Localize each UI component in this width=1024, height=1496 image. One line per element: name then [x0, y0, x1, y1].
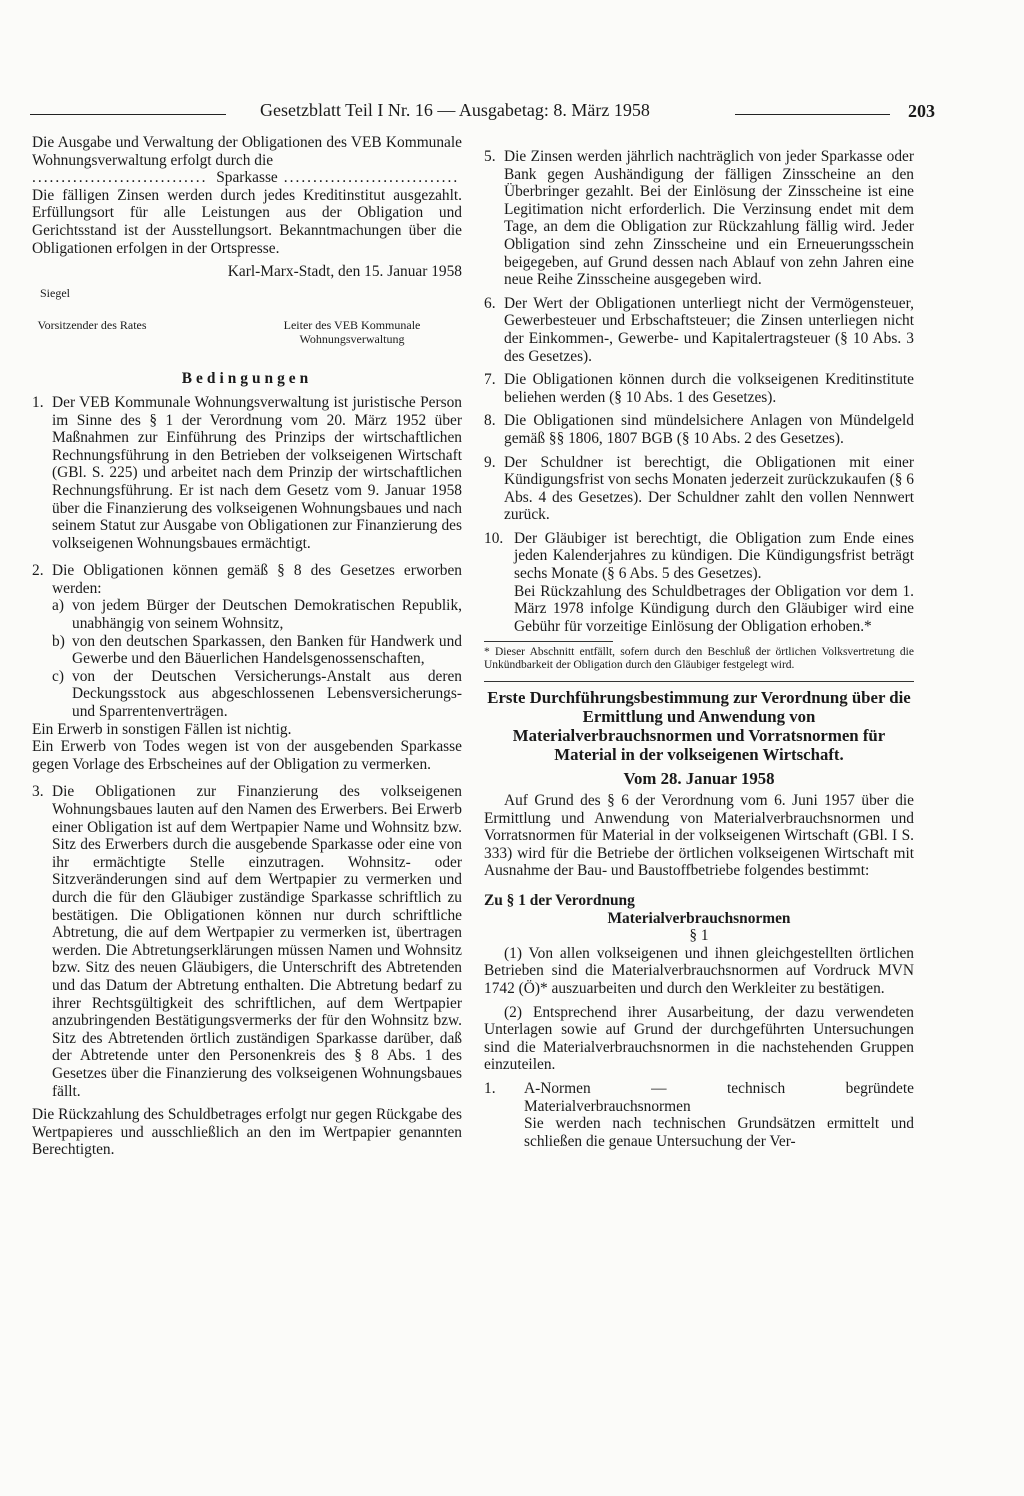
intro-paragraph: Die Ausgabe und Verwaltung der Obligationen des VEB Kommunale Wohnungsverwaltung erfolgt durch die	[32, 134, 462, 169]
list-item	[32, 783, 462, 1100]
page-number: 203	[908, 101, 935, 121]
list-item	[484, 412, 914, 447]
running-title: Gesetzblatt Teil I Nr. 16 — Ausgabetag: 8. März 1958	[260, 100, 650, 120]
item-text: Der Gläubiger ist berechtigt, die Obligation zum Ende eines jeden Kalenderjahres zu kündigen. Die Kündigungsfrist beträgt sechs Monate (§ 6 Abs. 5 des Gesetzes).	[514, 529, 914, 583]
list-item	[484, 454, 914, 524]
item-number: 2.	[32, 562, 44, 580]
item-number: 8.	[484, 412, 496, 430]
ordinance-date: Vom 28. Januar 1958	[623, 769, 775, 789]
sub-item	[52, 597, 462, 632]
header-rule-right	[735, 114, 890, 115]
item-number: 7.	[484, 371, 496, 389]
header-rule-left	[30, 114, 226, 115]
item-number: 3.	[32, 783, 44, 801]
item-text: Die Obligationen können gemäß § 8 des Gesetzes erworben werden:	[52, 562, 462, 597]
preamble: Auf Grund des § 6 der Verordnung vom 6. Juni 1957 über die Ermittlung und Anwendung von Materialverbrauchsnormen und Vorratsnormen für Material in der volkseigenen Wirtschaft (GBl. I S. 333) wird für die Betriebe der örtlichen volkseigenen Wirtschaft mit Ausnahme der Bau- und Baustoffbetriebe folgendes bestimmt:	[484, 792, 914, 880]
section-divider	[484, 681, 914, 682]
paragraph: Die Rückzahlung des Schuldbetrages erfolgt nur gegen Rückgabe des Wertpapieres und ausschließlich an den im Wertpapier genannten Berechtigten.	[32, 1106, 462, 1159]
footnote: * Dieser Abschnitt entfällt, sofern durch den Beschluß der örtlichen Volksvertretung die Unkündbarkeit der Obligation durch den Gläubiger festgelegt wird.	[484, 646, 914, 671]
right-column	[484, 148, 914, 1150]
running-header	[30, 100, 935, 130]
sub-item-text: von den deutschen Sparkassen, den Banken für Handwerk und Gewerbe und den Bäuerlichen Handelsgenossenschaften,	[72, 632, 462, 668]
item-number: 1.	[484, 1079, 496, 1097]
item-number: 6.	[484, 294, 496, 312]
dot-leader: ..............................	[283, 169, 460, 187]
list-item	[484, 1080, 914, 1115]
section-heading-bedingungen: Bedingungen	[181, 370, 313, 388]
item-text: A-Normen — technisch begründete Materialverbrauchsnormen	[524, 1079, 914, 1115]
item-text: Der Wert der Obligationen unterliegt nicht der Vermögensteuer, Gewerbesteuer und Erbschaftsteuer; die Zinsen unterliegen nicht der Einkommen-, Gewerbe- und Kapitalertragsteuer (§ 10 Abs. 3 des Gesetzes).	[504, 294, 914, 365]
item-text: Der Schuldner ist berechtigt, die Obligationen mit einer Kündigungsfrist von sechs Monaten jederzeit zurückzukaufen (§ 6 Abs. 4 des Gesetzes). Der Schuldner zahlt den vollen Nennwert zurück.	[504, 453, 914, 524]
sparkasse-line	[32, 169, 462, 187]
list-item	[484, 148, 914, 289]
paragraph: (2) Entsprechend ihrer Ausarbeitung, der dazu verwendeten Unterlagen sowie auf Grund der durchgeführten Untersuchungen sind die Materialverbrauchsnormen in die nachstehenden Gruppen einzuteilen.	[484, 1003, 914, 1074]
footnote-rule	[484, 641, 613, 642]
list-item	[484, 295, 914, 365]
signature-row	[32, 318, 462, 346]
paragraph: Ein Erwerb in sonstigen Fällen ist nichtig.	[32, 720, 292, 738]
sub-item-letter: c)	[52, 667, 64, 685]
sub-item-text: von jedem Bürger der Deutschen Demokratischen Republik, unabhängig von seinem Wohnsitz,	[72, 597, 462, 633]
item-text: Die Obligationen können durch die volkseigenen Kreditinstitute beliehen werden (§ 10 Abs. 1 des Gesetzes).	[504, 371, 914, 406]
sub-item	[52, 668, 462, 721]
dot-leader: ..............................	[32, 169, 208, 187]
item-number: 1.	[32, 393, 44, 411]
zinsen-paragraph: Die fälligen Zinsen werden durch jedes Kreditinstitut ausgezahlt. Erfüllungsort für alle Leistungen aus der Obligation und Gerichtsstand ist der Ausstellungsort. Bekanntmachungen über die Obligationen erfolgen in der Ortspresse.	[32, 186, 462, 257]
paragraph-sign: § 1	[689, 927, 709, 945]
item-text: Der VEB Kommunale Wohnungsverwaltung ist juristische Person im Sinne des § 1 der Verordnung vom 20. März 1952 über Maßnahmen zur Einführung des Prinzips der wirtschaftlichen Rechnungsführung in den Betrieben der volkseigenen Wirtschaft (GBl. S. 225) und arbeitet nach dem Prinzip der wirtschaftlichen Rechnungsführung. Er ist nach dem Gesetz vom 9. Januar 1958 über die Finanzierung des volkseigenen Wohnungsbaues und nach seinem Statut zur Ausgabe von Obligationen zur Finanzierung des volkseigenen Wohnungsbaues ermächtigt.	[52, 393, 462, 552]
sub-item-letter: b)	[52, 632, 65, 650]
list-item	[32, 394, 462, 552]
ordinance-title: Erste Durchführungsbestimmung zur Verordnung über die Ermittlung und Anwendung von Materialverbrauchsnormen und Vorratsnormen für Material in der volkseigenen Wirtschaft.	[487, 688, 911, 765]
signature-director: Leiter des VEB Kommunale Wohnungsverwaltung	[283, 318, 421, 347]
sparkasse-label: Sparkasse	[216, 169, 278, 187]
list-item	[484, 371, 914, 406]
item-text: Die Obligationen sind mündelsichere Anlagen von Mündelgeld gemäß §§ 1806, 1807 BGB (§ 10 Abs. 2 des Gesetzes).	[504, 412, 914, 447]
sub-item	[52, 633, 462, 668]
item-text: Die Obligationen zur Finanzierung des volkseigenen Wohnungsbaues lauten auf den Namen des Erwerbers. Bei Erwerb einer Obligation ist auf dem Wertpapier Name und Wohnsitz bzw. Sitz des Erwerbers durch die ausgebende Sparkasse oder eine von ihr ermächtigte Stelle einzutragen. Wohnsitz- oder Sitzveränderungen sind auf dem Wertpapier zu vermerken und durch die für den Gläubiger zuständige Sparkasse schriftlich zu bestätigen. Die Obligationen können nur durch schriftliche Abtretung, die auf dem Wertpapier zu vermerken ist, übertragen werden. Die Abtretungserklärungen müssen Namen und Wohnsitz bzw. Sitz des neuen Gläubigers, die Unterschrift des Abtretenden und das Datum der Abtretung enthalten. Die Abtretung bedarf zu ihrer Rechtsgültigkeit des schriftlichen, auf dem Wertpapier anzubringenden Bestätigungsvermerks der für den Wohnsitz bzw. Sitz des Abtretenden örtlich zuständigen Sparkasse darüber, daß der Abtretende unter den Personenkreis des § 8 Abs. 1 des Gesetzes über die Finanzierung des volkseigenen Wohnungsbaues fällt.	[52, 783, 462, 1100]
seal-label: Siegel	[40, 285, 70, 300]
item-number: 5.	[484, 148, 496, 165]
list-item	[32, 562, 462, 597]
item-number: 10.	[484, 529, 504, 547]
item-number: 9.	[484, 453, 496, 471]
paragraph: Ein Erwerb von Todes wegen ist von der ausgebenden Sparkasse gegen Vorlage des Erbscheines auf der Obligation zu vermerken.	[32, 738, 462, 773]
list-item	[484, 530, 914, 583]
subheading-materialverbrauchsnormen: Materialverbrauchsnormen	[607, 909, 791, 927]
subheading-zu-paragraph: Zu § 1 der Verordnung	[484, 892, 635, 909]
item-text: Die Zinsen werden jährlich nachträglich von jeder Sparkasse oder Bank gegen Aushändigung der fälligen Zinsscheine an den Überbringer gezahlt. Bei der Einlösung der Zinsscheine ist eine Legitimation nicht erforderlich. Die Verzinsung endet mit dem Tage, an dem die Obligation zur Rückzahlung fällig wird. Jeder Obligation sind zehn Zinsscheine und ein Erneuerungsschein beigegeben, auf Grund dessen nach Ablauf von zehn Jahren eine neue Reihe Zinsscheine ausgegeben wird.	[504, 148, 914, 289]
sub-item-letter: a)	[52, 597, 64, 615]
place-date: Karl-Marx-Stadt, den 15. Januar 1958	[227, 263, 462, 281]
signature-chair: Vorsitzender des Rates	[37, 318, 147, 333]
left-column	[32, 134, 462, 1159]
sub-item-text: von der Deutschen Versicherungs-Anstalt aus deren Deckungsstock aus abgeschlossenen Lebensversicherungs- und Sparrentenverträgen.	[72, 667, 462, 721]
paragraph: (1) Von allen volkseigenen und ihnen gleichgestellten örtlichen Betrieben sind die Materialverbrauchsnormen auf Vordruck MVN 1742 (Ö)* auszuarbeiten und durch den Werkleiter zu bestätigen.	[484, 944, 914, 997]
paragraph: Sie werden nach technischen Grundsätzen ermittelt und schließen die genaue Untersuchung der Ver-	[524, 1115, 914, 1150]
paragraph: Bei Rückzahlung des Schuldbetrages der Obligation vor dem 1. März 1978 infolge Kündigung durch den Gläubiger wird eine Gebühr für vorzeitige Einlösung der Obligation erhoben.*	[514, 582, 914, 635]
